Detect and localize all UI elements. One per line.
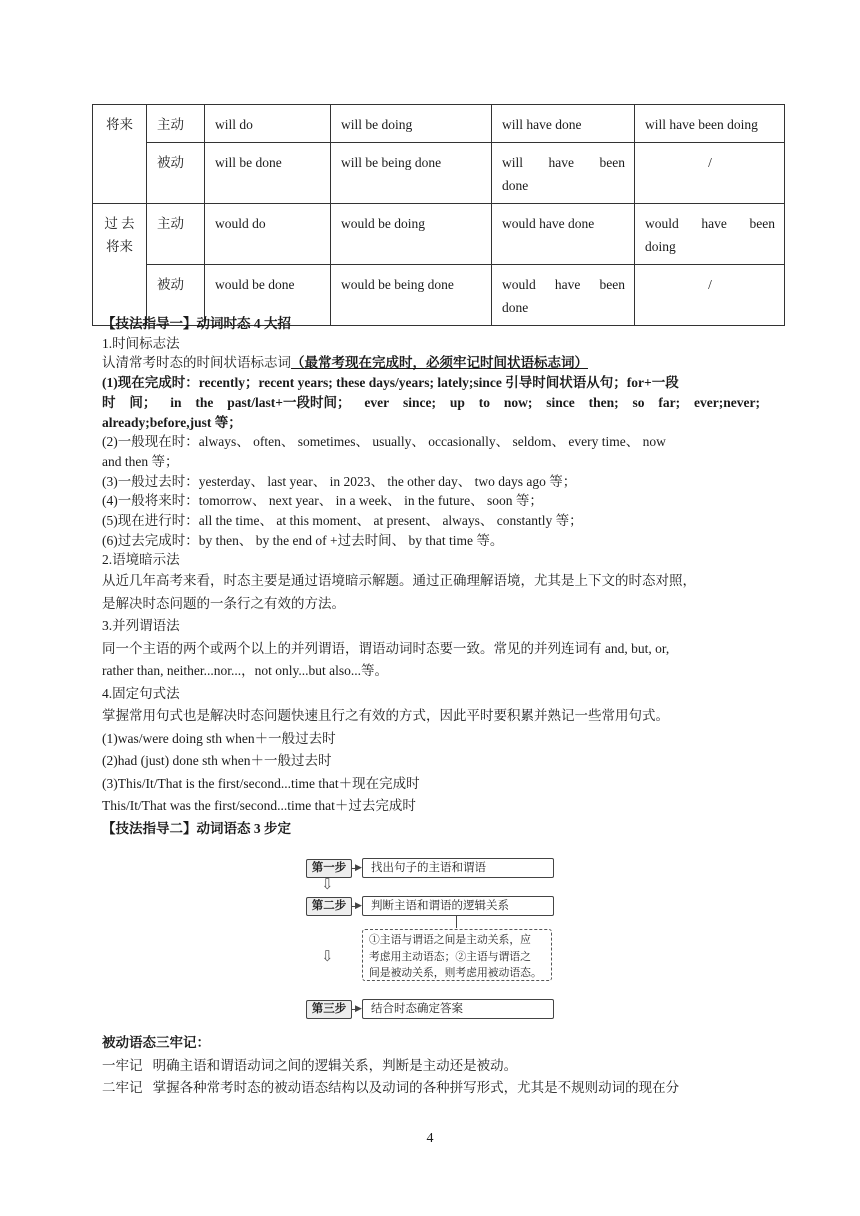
word: 时 [102, 394, 116, 410]
remember-label: 二牢记 [102, 1080, 143, 1095]
word: past/last+一段时间； [227, 394, 351, 410]
table-cell: would be doing [331, 204, 492, 265]
word: the [195, 394, 214, 410]
group-label-line: 过 去 [104, 216, 135, 231]
note-line: ①主语与谓语之间是主动关系，应 [369, 934, 531, 946]
note-line: 考虑用主动语态；②主语与谓语之 [369, 950, 531, 963]
sentence-pattern: (3)This/It/That is the first/second...time that＋现在完成时 [102, 775, 420, 791]
table-cell [492, 143, 635, 204]
intro-text: 认清常考时态的时间状语标志词 [102, 355, 291, 371]
method-title: 1.时间标志法 [102, 335, 180, 351]
analysis-note-box [362, 929, 552, 981]
hollow-down-arrow-icon: ⇩ [321, 877, 334, 893]
word: now; [503, 394, 533, 410]
flow-step-2-text: 判断主语和谓语的逻辑关系 [362, 896, 554, 916]
emphasis-note: （最常考现在完成时，必须牢记时间状语标志词） [291, 355, 588, 371]
flow-step-1: 第一步 [306, 859, 352, 878]
table-cell: would be done [205, 265, 331, 326]
table-cell: will do [205, 105, 331, 143]
voice-flowchart [306, 856, 556, 1020]
voice-cell: 被动 [147, 143, 205, 204]
remember-text: 明确主语和谓语动词之间的逻辑关系，判断是主动还是被动。 [152, 1057, 518, 1073]
word: in [170, 394, 182, 410]
table-cell: will be doing [331, 105, 492, 143]
table-cell: will have done [492, 105, 635, 143]
cell-word: have [701, 216, 727, 231]
word: 间； [129, 394, 157, 410]
section-heading: 【技法指导二】动词语态 3 步定 [102, 820, 291, 836]
paragraph: 掌握常用句式也是解决时态问题快速且行之有效的方式，因此平时要积累并熟记一些常用句式。 [102, 708, 669, 724]
cell-word: done [502, 178, 529, 193]
voice-cell: 主动 [147, 105, 205, 143]
table-cell: will have been doing [635, 105, 785, 143]
method-title: 2.语境暗示法 [102, 552, 180, 568]
paragraph: (6)过去完成时：by then、 by the end of +过去时间、 by that time 等。 [102, 532, 504, 548]
connector-line [456, 916, 457, 928]
cell-word: been [599, 155, 625, 170]
table-cell [635, 204, 785, 265]
subheading: 被动语态三牢记： [102, 1035, 210, 1050]
voice-cell: 主动 [147, 204, 205, 265]
sentence-pattern: This/It/That was the first/second...time that＋过去完成时 [102, 798, 416, 814]
paragraph: 是解决时态问题的一条行之有效的方法。 [102, 595, 345, 611]
arrow-right-icon: ▶ [355, 900, 362, 910]
table-cell: will be being done [331, 143, 492, 204]
paragraph: (1)现在完成时：recently；recent years; these days/years; lately;since 引导时间状语从句；for+一段 [102, 375, 679, 391]
word: to [478, 394, 490, 410]
method-title: 4.固定句式法 [102, 685, 180, 701]
cell-word: would [502, 277, 536, 292]
remember-label: 一牢记 [102, 1057, 143, 1073]
cell-word: have [548, 155, 574, 170]
group-cell-future: 将来 [93, 105, 147, 204]
table-row [93, 143, 785, 204]
paragraph [102, 353, 760, 373]
table-cell: would be being done [331, 265, 492, 326]
cell-word: have [554, 277, 581, 292]
paragraph: and then 等； [102, 453, 179, 469]
paragraph: (3)一般过去时：yesterday、 last year、 in 2023、 the other day、 two days ago 等； [102, 473, 577, 489]
flow-step-2: 第二步 [306, 897, 352, 916]
word: then; [588, 394, 619, 410]
paragraph: already;before,just 等； [102, 414, 242, 430]
word: since [546, 394, 575, 410]
remember-text: 掌握各种常考时态的被动语态结构以及动词的各种拼写形式，尤其是不规则动词的现在分 [152, 1080, 680, 1095]
page-number: 4 [426, 1131, 434, 1146]
table-cell: would have done [492, 204, 635, 265]
cell-word: doing [645, 239, 676, 254]
remember-item [102, 1077, 760, 1100]
word: up [449, 394, 465, 410]
section-heading: 【技法指导一】动词时态 4 大招 [102, 316, 291, 331]
cell-word: would [645, 216, 679, 231]
cell-word: been [749, 216, 775, 231]
tense-table [92, 104, 785, 326]
paragraph: 同一个主语的两个或两个以上的并列谓语，谓语动词时态要一致。常见的并列连词有 and, but, or, [102, 640, 670, 656]
table-cell: / [635, 265, 785, 326]
paragraph: rather than, neither...nor...，not only...but also...等。 [102, 663, 388, 679]
remember-item [102, 1055, 760, 1078]
word: so [632, 394, 645, 410]
remember-section [102, 1032, 760, 1100]
arrow-right-icon: ▶ [355, 862, 362, 872]
hollow-down-arrow-icon: ⇩ [321, 949, 334, 965]
group-label-line: 将来 [106, 239, 133, 254]
table-cell: will be done [205, 143, 331, 204]
word: ever [364, 394, 390, 410]
paragraph-justified [102, 393, 760, 413]
arrow-right-icon: ▶ [355, 1003, 362, 1013]
group-cell-past-future [93, 204, 147, 326]
method-title: 3.并列谓语法 [102, 618, 180, 634]
paragraph: 从近几年高考来看，时态主要是通过语境暗示解题。通过正确理解语境，尤其是上下文的时态对照， [102, 573, 696, 589]
cell-word: done [502, 300, 529, 315]
paragraph: (5)现在进行时：all the time、 at this moment、 at present、 always、 constantly 等； [102, 513, 583, 529]
word: ever;never; [694, 394, 760, 410]
voice-cell: 被动 [147, 265, 205, 326]
note-line: 间是被动关系，则考虑用被动语态。 [369, 967, 542, 979]
word: since; [402, 394, 436, 410]
paragraph: (4)一般将来时：tomorrow、 next year、 in a week、 in the future、 soon 等； [102, 493, 543, 509]
sentence-pattern: (1)was/were doing sth when＋一般过去时 [102, 730, 336, 746]
paragraph: (2)一般现在时：always、 often、 sometimes、 usually、 occasionally、 seldom、 every time、 now [102, 434, 666, 450]
body-text [102, 314, 760, 840]
flow-step-3: 第三步 [306, 1000, 352, 1019]
cell-word: been [599, 277, 625, 292]
sentence-pattern: (2)had (just) done sth when＋一般过去时 [102, 753, 332, 769]
table-cell: would do [205, 204, 331, 265]
flow-step-1-text: 找出句子的主语和谓语 [362, 858, 554, 878]
table-cell: / [635, 143, 785, 204]
flow-step-3-text: 结合时态确定答案 [362, 999, 554, 1019]
table-row [93, 105, 785, 143]
table-row [93, 204, 785, 265]
cell-word: will [502, 155, 524, 170]
word: far; [658, 394, 681, 410]
